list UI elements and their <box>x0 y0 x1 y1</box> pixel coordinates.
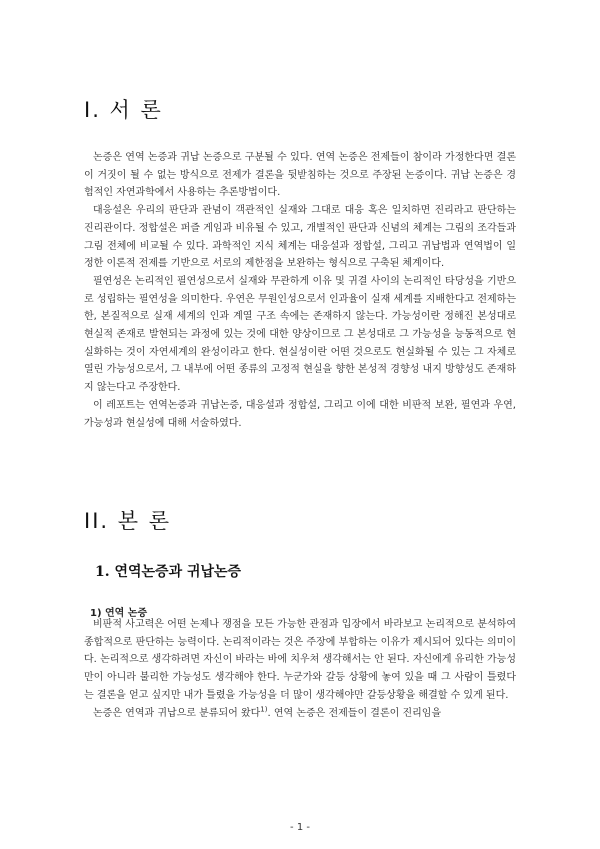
subsection-heading: 1. 연역논증과 귀납논증 <box>95 564 242 580</box>
section-heading-main-body: II. 본 론 <box>84 509 171 533</box>
footnote-marker[interactable]: 1) <box>260 705 268 714</box>
paragraph <box>84 705 516 723</box>
paragraph: 필연성은 논리적인 필연성으로서 실재와 무관하게 이유 및 귀결 사이의 논리적인 타당성을 기반으로 성립하는 필연성을 의미한다. 우연은 무원인성으로서 인과율이 실재 세계를 지배한다고 전제하는 한, 본질적으로 실재 세계의 인과 계열 구조 속에는 존재하지 않는다. 가능성이란 정해진 본성대로 현실적 존재로 발현되는 과정에 있는 것에 대한 양상이므로 그 본성대로 그 가능성을 능동적으로 현실화하는 것이 자연세계의 완성이라고 한다. 현실성이란 어떤 것으로도 현실화될 수 있는 그 자체로 열린 가능성으로서, 그 내부에 어떤 종류의 고정적 현실을 향한 본성적 경향성 내지 방향성도 존재하지 않는다고 주장한다. <box>84 275 516 394</box>
paragraph: 이 레포트는 연역논증과 귀납논증, 대응설과 정합설, 그리고 이에 대한 비판적 보완, 필연과 우연, 가능성과 현실성에 대해 서술하였다. <box>84 399 516 429</box>
page-number: - 1 - <box>290 822 310 833</box>
introduction-body <box>84 149 516 432</box>
subsubsection-heading: 1) 연역 논증 <box>90 608 148 619</box>
paragraph: 비판적 사고력은 어떤 논제나 쟁점을 모든 가능한 관점과 입장에서 바라보고 논리적으로 분석하여 종합적으로 판단하는 능력이다. 논리적이라는 것은 주장에 부합하는 이유가 제시되어 있다는 의미이다. 논리적으로 생각하려면 자신이 바라는 바에 치우쳐 생각해서는 안 된다. 자신에게 유리한 가능성만이 아니라 불리한 가능성도 생각해야 한다. 누군가와 갈등 상황에 놓여 있을 때 그 사람이 틀렸다는 결론을 얻고 싶지만 내가 틀렸을 가능성을 더 많이 생각해야만 갈등상황을 해결할 수 있게 된다. <box>84 619 516 701</box>
section-heading-introduction: I. 서 론 <box>84 98 163 122</box>
paragraph-text: . 연역 논증은 전제들이 결론이 진리임을 <box>267 707 442 719</box>
paragraph: 논증은 연역 논증과 귀납 논증으로 구분될 수 있다. 연역 논증은 전제들이 참이라 가정한다면 결론이 거짓이 될 수 없는 방식으로 전제가 결론을 뒷받침하는 것으로 주장된 논증이다. 귀납 논증은 경험적인 자연과학에서 사용하는 추론방법이다. <box>84 152 516 199</box>
paragraph-text: 논증은 연역과 귀납으로 분류되어 왔다 <box>93 707 261 719</box>
main-body-text <box>84 616 516 722</box>
paragraph: 대응설은 우리의 판단과 관념이 객관적인 실재와 그대로 대응 혹은 일치하면 진리라고 판단하는 진리관이다. 정합설은 퍼즐 게임과 비유될 수 있고, 개별적인 판단과 신념의 체계는 그림의 조각들과 그림 전체에 비교될 수 있다. 과학적인 지식 체계는 대응설과 정합설, 그리고 귀납법과 연역법이 일정한 이론적 전제를 기반으로 서로의 제한점을 보완하는 형식으로 구축된 체계이다. <box>84 205 516 270</box>
